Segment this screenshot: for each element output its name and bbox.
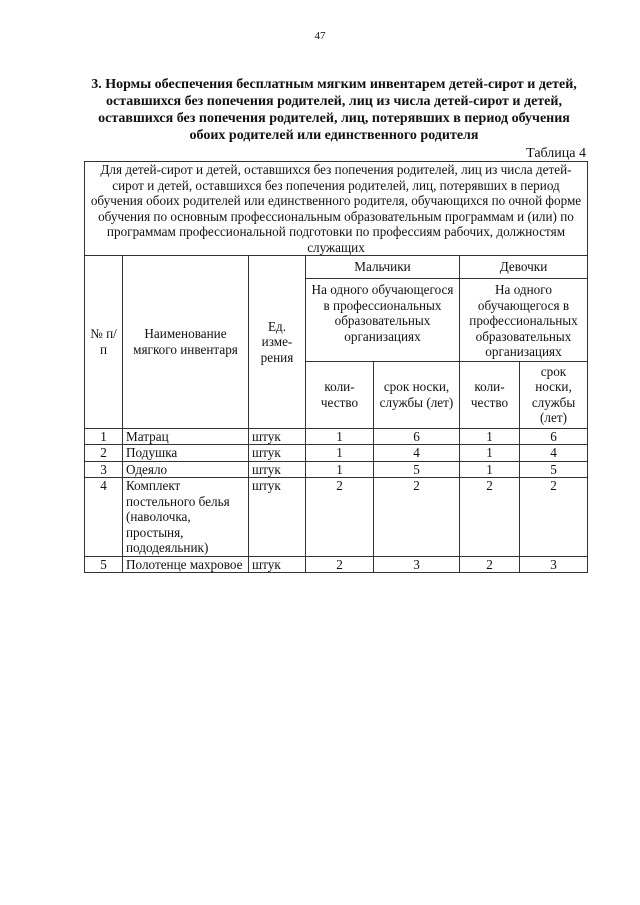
row-girls-term: 3 (520, 556, 588, 573)
intro-row (85, 162, 588, 256)
row-name: Матрац (123, 428, 249, 445)
table-intro: Для детей-сирот и детей, оставшихся без попечения родителей, лиц из числа детей-сирот и детей, оставшихся без попечения родителей, лиц, потерявших в период обучения обоих родителей или единственного родителя, обучающихся по очной форме обучения по основным профессиональным образовательным программам и (или) по программам профессиональной подготовки по профессиям рабочих, должностям служащих (85, 162, 588, 256)
table-row (85, 478, 588, 557)
row-girls-qty: 2 (460, 478, 520, 557)
header-num: № п/п (85, 256, 123, 429)
table-row (85, 445, 588, 462)
row-name: Одеяло (123, 461, 249, 478)
row-girls-term: 2 (520, 478, 588, 557)
row-boys-qty: 2 (306, 556, 374, 573)
row-unit: штук (249, 445, 306, 462)
header-boys: Мальчики (306, 256, 460, 279)
row-num: 5 (85, 556, 123, 573)
row-boys-qty: 1 (306, 428, 374, 445)
table-row (85, 556, 588, 573)
row-num: 2 (85, 445, 123, 462)
row-boys-term: 3 (374, 556, 460, 573)
row-girls-term: 4 (520, 445, 588, 462)
header-qty-girls: коли-чество (460, 361, 520, 428)
row-name: Подушка (123, 445, 249, 462)
row-boys-term: 2 (374, 478, 460, 557)
row-girls-qty: 2 (460, 556, 520, 573)
header-per-student-girls: На одного обучающегося в профессиональных образовательных организациях (460, 279, 588, 362)
row-name: Полотенце махровое (123, 556, 249, 573)
header-term-boys: срок носки, службы (лет) (374, 361, 460, 428)
header-term-girls: срок носки, службы (лет) (520, 361, 588, 428)
section-title: 3. Нормы обеспечения бесплатным мягким инвентарем детей-сирот и детей, оставшихся без попечения родителей, лиц из числа детей-сирот и детей, оставшихся без попечения родителей, лиц, потерявших в период обучения обоих родителей или единственного родителя (91, 77, 577, 143)
header-name: Наименование мягкого инвентаря (123, 256, 249, 429)
header-per-student-boys: На одного обучающегося в профессиональных образовательных организациях (306, 279, 460, 362)
row-girls-qty: 1 (460, 445, 520, 462)
row-num: 1 (85, 428, 123, 445)
row-name: Комплект постельного белья (наволочка, простыня, пододеяльник) (123, 478, 249, 557)
row-boys-term: 6 (374, 428, 460, 445)
row-girls-qty: 1 (460, 428, 520, 445)
header-row-1 (85, 256, 588, 279)
table-row (85, 428, 588, 445)
row-girls-term: 6 (520, 428, 588, 445)
table-caption: Таблица 4 (526, 146, 586, 161)
row-boys-qty: 1 (306, 445, 374, 462)
row-unit: штук (249, 556, 306, 573)
header-unit: Ед. изме-рения (249, 256, 306, 429)
row-boys-term: 5 (374, 461, 460, 478)
row-boys-qty: 2 (306, 478, 374, 557)
row-unit: штук (249, 428, 306, 445)
row-girls-term: 5 (520, 461, 588, 478)
page-number: 47 (314, 30, 326, 42)
row-unit: штук (249, 478, 306, 557)
row-num: 4 (85, 478, 123, 557)
row-num: 3 (85, 461, 123, 478)
row-boys-qty: 1 (306, 461, 374, 478)
row-boys-term: 4 (374, 445, 460, 462)
header-qty-boys: коли-чество (306, 361, 374, 428)
table-row (85, 461, 588, 478)
norms-table (84, 161, 588, 573)
row-girls-qty: 1 (460, 461, 520, 478)
header-girls: Девочки (460, 256, 588, 279)
row-unit: штук (249, 461, 306, 478)
